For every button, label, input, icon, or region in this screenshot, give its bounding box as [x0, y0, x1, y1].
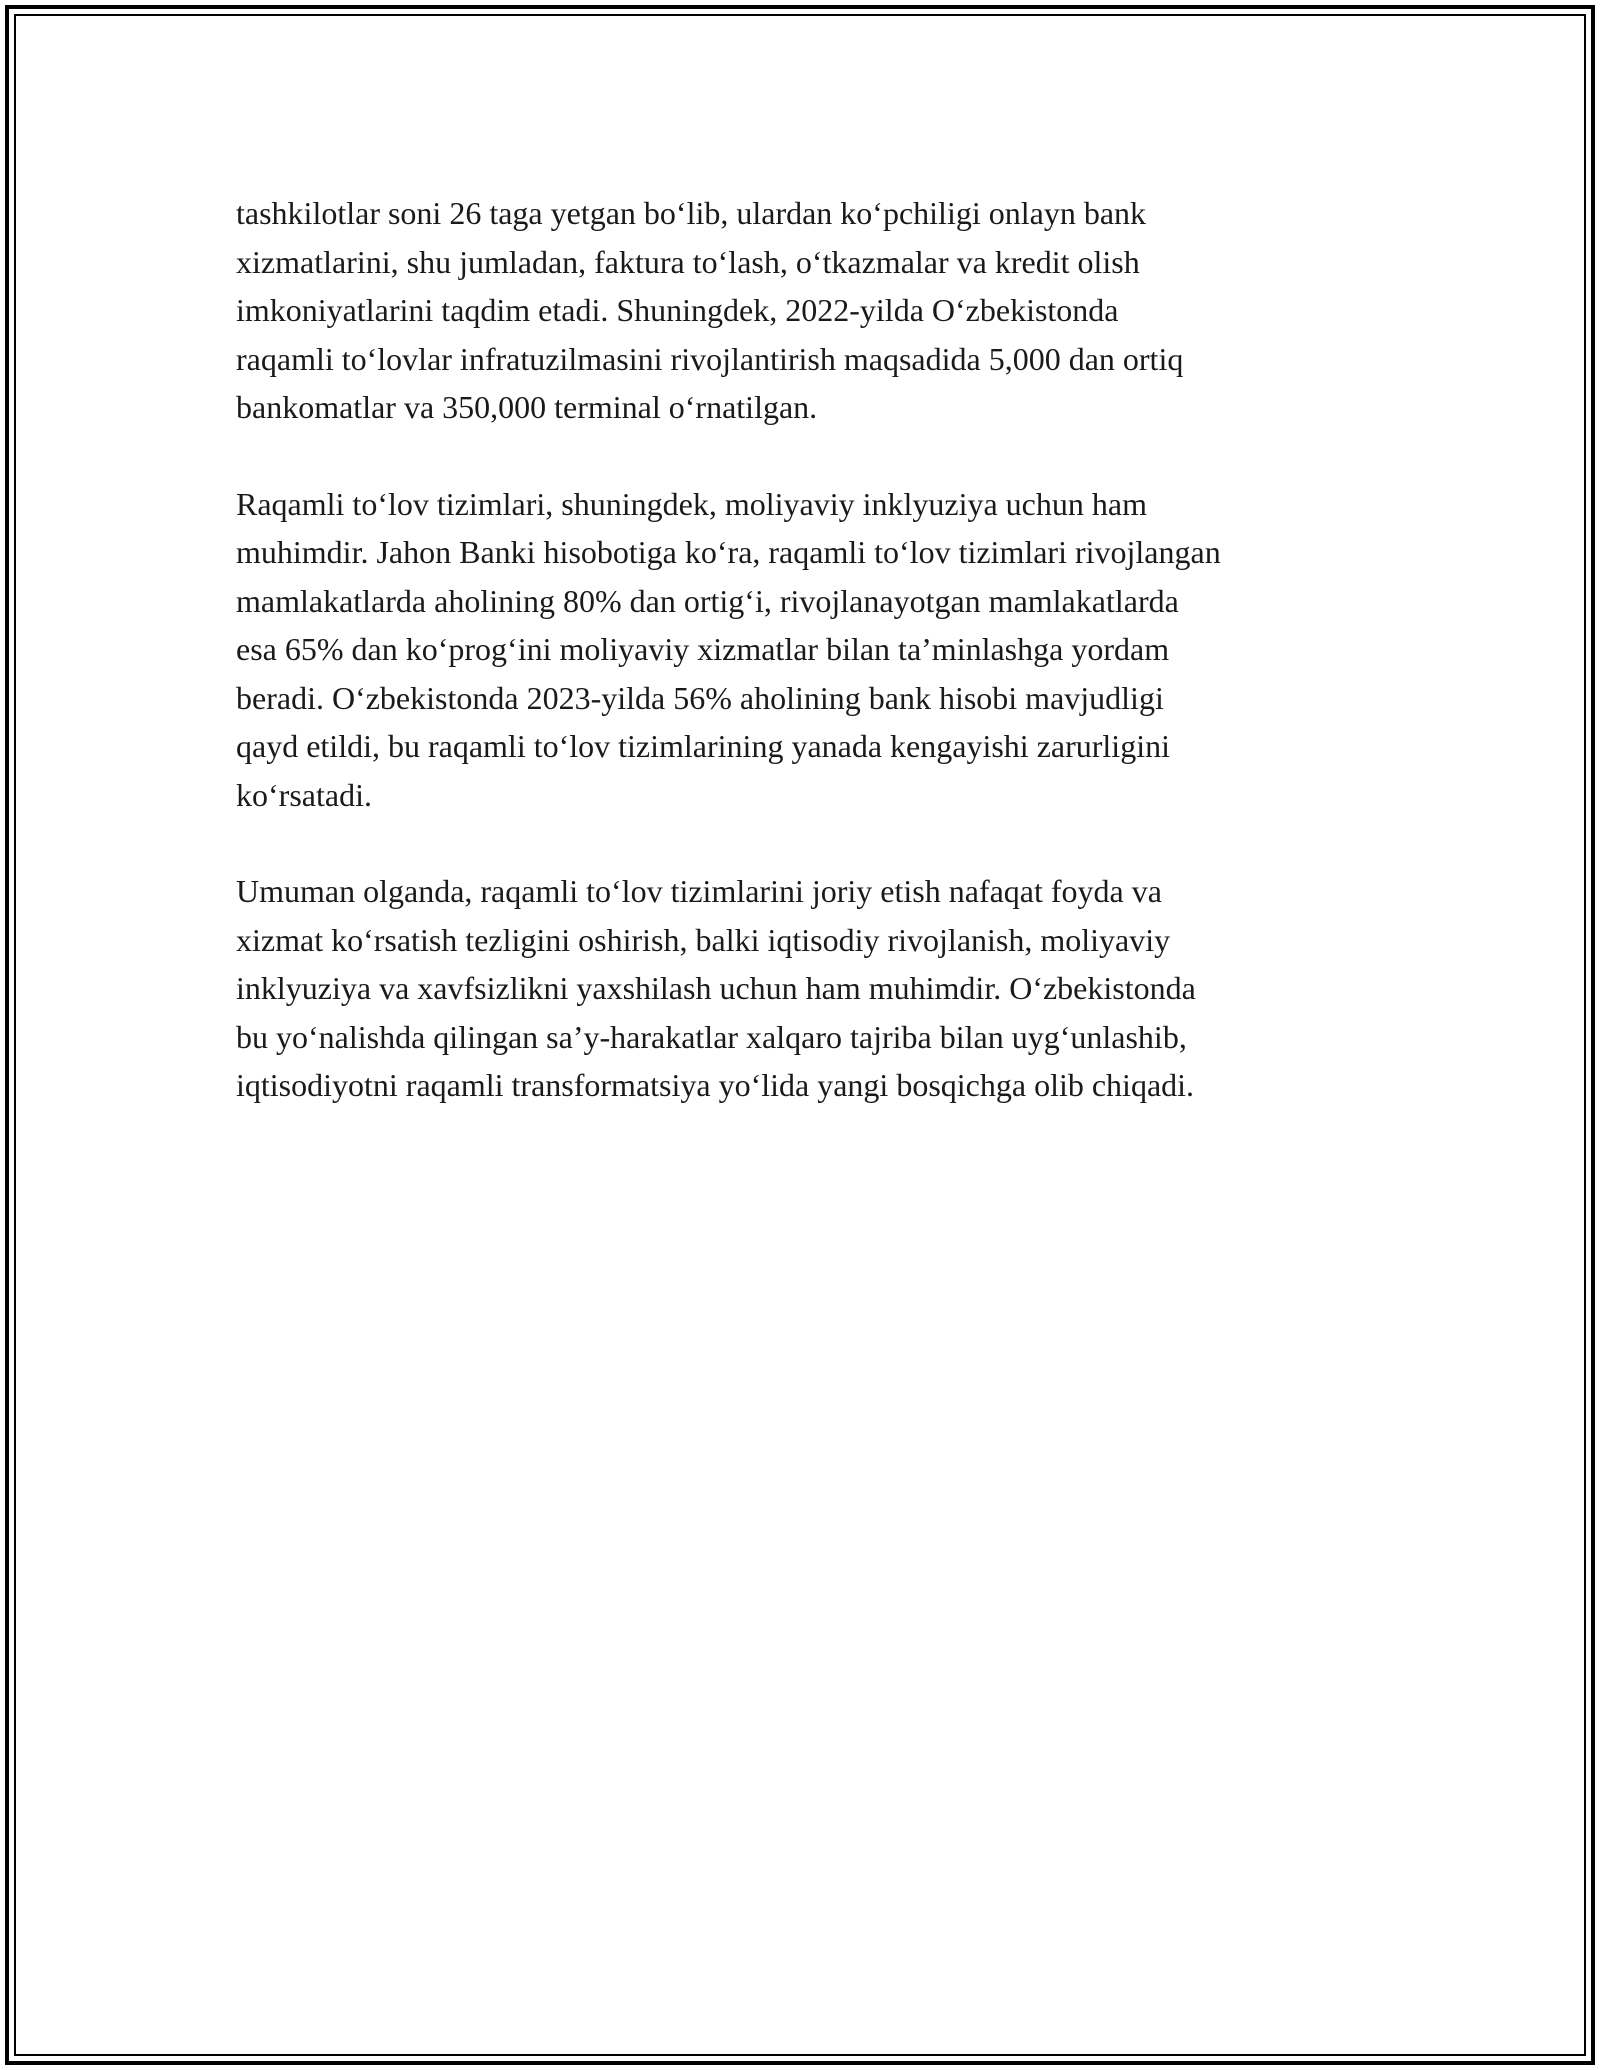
text-line: muhimdir. Jahon Banki hisobotiga ko‘ra, raqamli to‘lov tizimlari rivojlangan	[236, 534, 1221, 570]
text-line: beradi. O‘zbekistonda 2023-yilda 56% aholining bank hisobi mavjudligi	[236, 679, 1164, 716]
paragraph-3	[236, 867, 1376, 1110]
text-line: Umuman olganda, raqamli to‘lov tizimlarini joriy etish nafaqat foyda va	[236, 873, 1162, 909]
text-line: ko‘rsatadi.	[236, 776, 372, 813]
text-line: tashkilotlar soni 26 taga yetgan bo‘lib, ulardan ko‘pchiligi onlayn bank	[236, 195, 1147, 231]
text-line: imkoniyatlarini taqdim etadi. Shuningdek, 2022-yilda O‘zbekistonda	[236, 292, 1119, 328]
text-line: bankomatlar va 350,000 terminal o‘rnatilgan.	[236, 389, 818, 425]
document-body	[236, 189, 1376, 1158]
text-line: xizmatlarini, shu jumladan, faktura to‘lash, o‘tkazmalar va kredit olish	[236, 243, 1140, 280]
text-line: xizmat ko‘rsatish tezligini oshirish, balki iqtisodiy rivojlanish, moliyaviy	[236, 921, 1171, 958]
text-line: Raqamli to‘lov tizimlari, shuningdek, moliyaviy inklyuziya uchun ham	[236, 485, 1147, 522]
text-line: inklyuziya va xavfsizlikni yaxshilash uchun ham muhimdir. O‘zbekistonda	[236, 970, 1196, 1006]
text-line: iqtisodiyotni raqamli transformatsiya yo‘lida yangi bosqichga olib chiqadi.	[236, 1067, 1195, 1103]
text-line: bu yo‘nalishda qilingan sa’y-harakatlar xalqaro tajriba bilan uyg‘unlashib,	[236, 1018, 1187, 1055]
paragraph-2	[236, 480, 1376, 820]
text-line: raqamli to‘lovlar infratuzilmasini rivojlantirish maqsadida 5,000 dan ortiq	[236, 340, 1184, 377]
text-line: esa 65% dan ko‘prog‘ini moliyaviy xizmatlar bilan ta’minlashga yordam	[236, 631, 1170, 667]
text-line: qayd etildi, bu raqamli to‘lov tizimlarining yanada kengayishi zarurligini	[236, 728, 1170, 764]
paragraph-1	[236, 189, 1376, 432]
text-line: mamlakatlarda aholining 80% dan ortig‘i, rivojlanayotgan mamlakatlarda	[236, 582, 1179, 619]
